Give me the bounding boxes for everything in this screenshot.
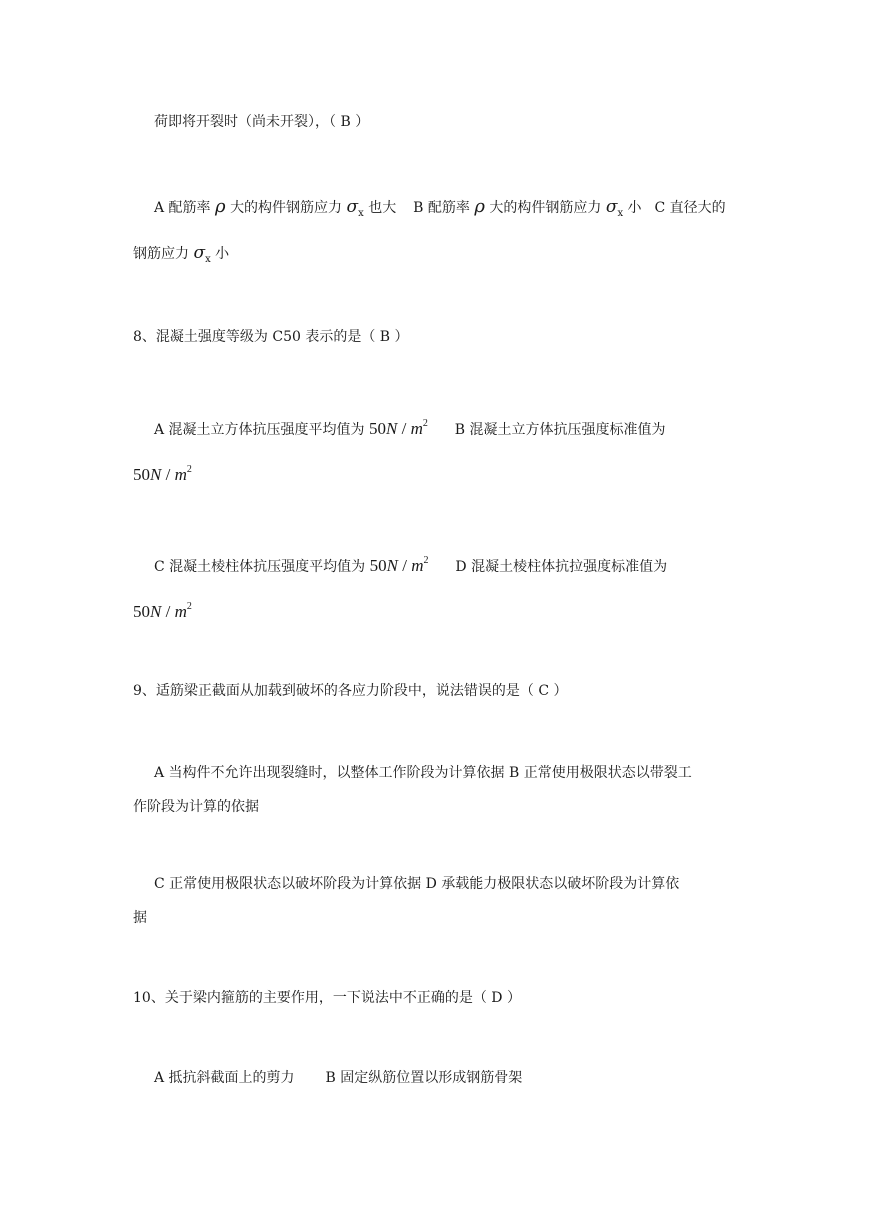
q7-option-a-suffix: 也大 — [368, 200, 397, 216]
q7-option-c-text: 钢筋应力 — [133, 246, 189, 262]
rho-symbol: ρ — [474, 196, 485, 217]
q8-options-cd — [154, 551, 667, 577]
q7-stem-tail: 荷即将开裂时（尚未开裂），（ B ） — [154, 114, 370, 130]
sigma-symbol: $\sigma_x$ — [605, 197, 624, 219]
q7-options-line — [154, 197, 726, 220]
q8-option-a: A 混凝土立方体抗压强度平均值为 — [154, 422, 365, 438]
q9-options-line-3: C 正常使用极限状态以破坏阶段为计算依据 D 承载能力极限状态以破坏阶段为计算依 — [154, 876, 680, 892]
q9-options-line-4: 据 — [133, 910, 147, 926]
q7-option-c-suffix: 小 — [215, 246, 230, 262]
q7-option-b-suffix: 小 — [627, 200, 642, 216]
q9-stem: 9、适筋梁正截面从加载到破坏的各应力阶段中，说法错误的是（ C ） — [133, 683, 568, 699]
q10-option-b: B 固定纵筋位置以形成钢筋骨架 — [325, 1070, 523, 1086]
q7-option-a-middle: 大的构件钢筋应力 — [230, 200, 343, 216]
q10-stem: 10、关于梁内箍筋的主要作用，一下说法中不正确的是（ D ） — [133, 990, 521, 1006]
q10-option-a: A 抵抗斜截面上的剪力 — [154, 1070, 295, 1086]
rho-symbol: ρ — [215, 196, 226, 217]
sigma-symbol: $\sigma_x$ — [193, 243, 211, 265]
sigma-symbol: $\sigma_x$ — [346, 197, 364, 219]
unit-50-n-per-m2: $50N / m^2$ — [133, 601, 192, 621]
unit-50-n-per-m2: $50N / m^2$ — [369, 555, 429, 575]
q7-option-c-continuation — [133, 243, 229, 266]
q8-option-c: C 混凝土棱柱体抗压强度平均值为 — [154, 559, 366, 575]
q8-option-d-unit — [133, 597, 192, 623]
q7-option-b-middle: 大的构件钢筋应力 — [489, 200, 602, 216]
q8-option-b: B 混凝土立方体抗压强度标准值为 — [454, 422, 666, 438]
q8-stem: 8、混凝土强度等级为 C50 表示的是（ B ） — [133, 329, 409, 345]
q7-option-a-prefix: A 配筋率 — [154, 200, 211, 216]
q10-options-line — [154, 1068, 522, 1088]
q8-option-d: D 混凝土棱柱体抗拉强度标准值为 — [455, 559, 668, 575]
q8-options-ab — [154, 414, 666, 440]
unit-50-n-per-m2: $50N / m^2$ — [369, 418, 428, 438]
q7-option-b-prefix: B 配筋率 — [413, 200, 470, 216]
unit-50-n-per-m2: $50N / m^2$ — [133, 464, 192, 484]
q9-options-line-2: 作阶段为计算的依据 — [133, 799, 259, 815]
q8-option-b-unit — [133, 460, 192, 486]
q9-options-line-1: A 当构件不允许出现裂缝时，以整体工作阶段为计算依据 B 正常使用极限状态以带裂工 — [154, 765, 692, 781]
q7-option-c-prefix: C 直径大的 — [654, 200, 726, 216]
